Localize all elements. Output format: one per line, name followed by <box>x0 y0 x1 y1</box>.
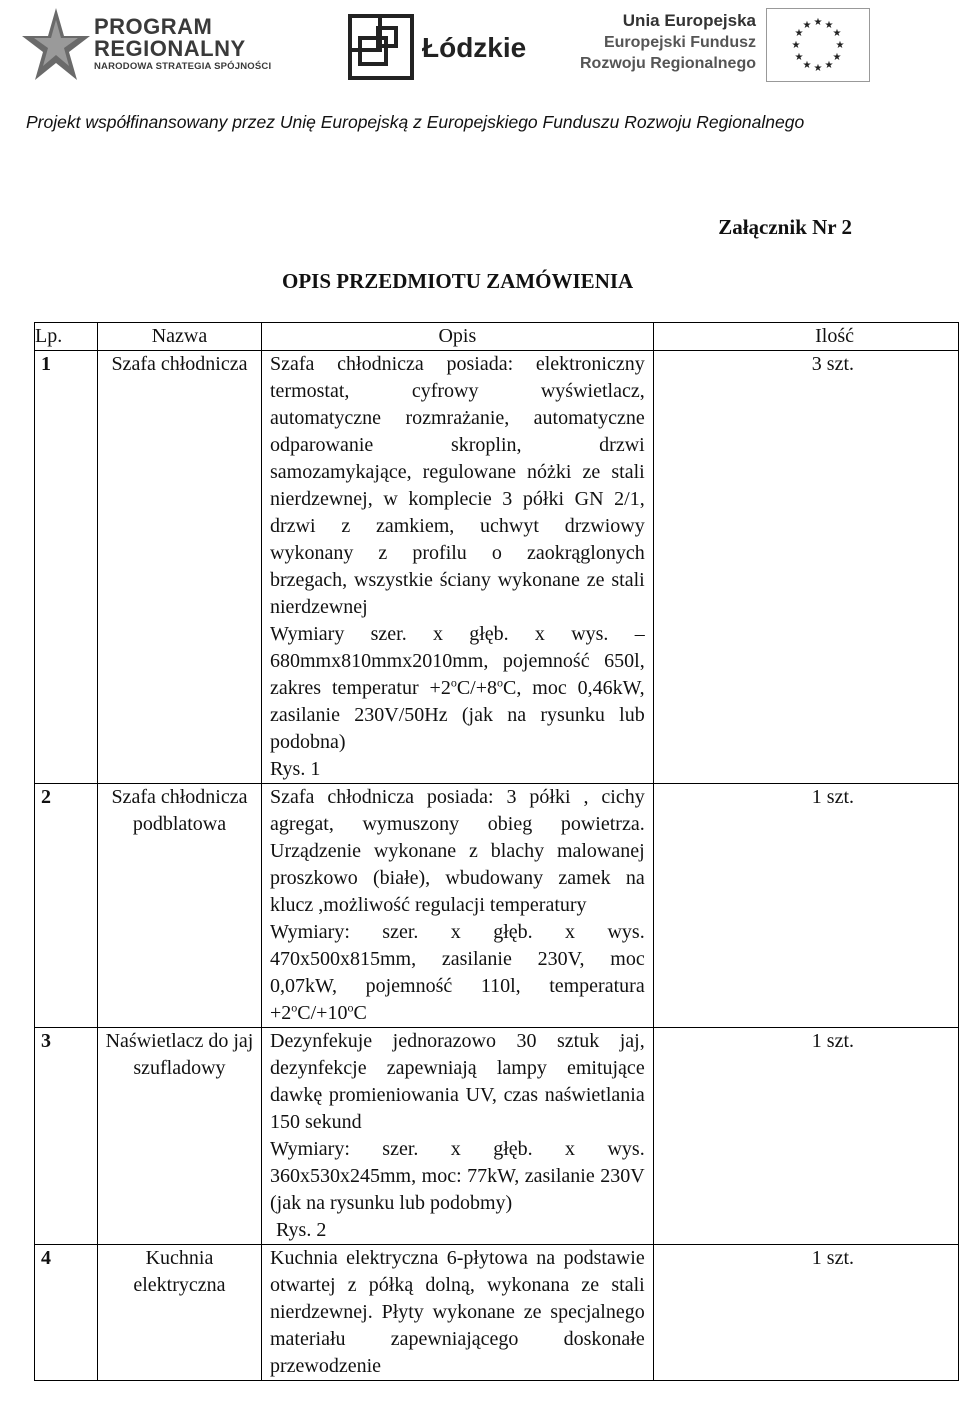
header-name: Nazwa <box>97 323 261 351</box>
svg-text:★: ★ <box>791 40 801 51</box>
spec-part-a: Wymiary szer. x głęb. x wys. – 680mmx810mmx2010mm, pojemność 650l, zakres temperatur +2 <box>270 623 645 699</box>
figure-ref: Rys. 1 <box>270 758 321 780</box>
svg-text:★: ★ <box>835 40 845 51</box>
degree-sup: o <box>291 1000 298 1015</box>
spec-part-b: C/+8 <box>456 677 498 699</box>
svg-text:★: ★ <box>813 63 823 74</box>
row-lp: 1 <box>35 351 98 784</box>
row-qty: 3 szt. <box>653 351 958 784</box>
degree-sup: o <box>497 675 504 690</box>
eu-logo <box>576 6 956 86</box>
annex-label: Załącznik Nr 2 <box>718 215 852 239</box>
table-row <box>35 784 959 1028</box>
row-desc-specs <box>270 919 645 1027</box>
row-desc-main: Szafa chłodnicza posiada: 3 półki , cichy agregat, wymuszony obieg powietrza. Urządzenie wykonane z blachy malowanej proszkowo (białe), wbudowany zamek na klucz ,możliwość regulacji temperatury <box>270 786 645 916</box>
eu-line-3: Rozwoju Regionalnego <box>580 55 756 72</box>
table-header-row <box>35 323 959 351</box>
svg-text:★: ★ <box>794 28 804 39</box>
row-name: Szafa chłodnicza <box>97 351 261 784</box>
row-name: Kuchnia elektryczna <box>97 1245 261 1381</box>
lodzkie-mark-icon <box>348 14 414 80</box>
spec-part-b: C/+10 <box>297 1002 348 1024</box>
svg-text:★: ★ <box>824 20 834 31</box>
header-desc: Opis <box>262 323 654 351</box>
row-desc <box>262 1245 654 1381</box>
spec-part-a: Wymiary: szer. x głęb. x wys. 470x500x815mm, zasilanie 230V, moc 0,07kW, pojemność 110l, temperatura +2 <box>270 921 645 1024</box>
logo-line-3: NARODOWA STRATEGIA SPÓJNOŚCI <box>94 61 272 72</box>
cofinancing-note: Projekt współfinansowany przez Unię Europejską z Europejskiego Funduszu Rozwoju Regionalnego <box>26 112 805 132</box>
row-qty: 1 szt. <box>653 1028 958 1245</box>
row-desc-main: Kuchnia elektryczna 6-płytowa na podstawie otwartej z półką dolną, wykonana ze stali nierdzewnej. Płyty wykonane ze specjalnego materiału zapewniającego doskonałe przewodzenie <box>270 1247 645 1377</box>
degree-sup: o <box>347 1000 354 1015</box>
program-regionalny-logo <box>20 6 290 84</box>
row-desc <box>262 1028 654 1245</box>
specification-table <box>34 322 959 1381</box>
figure-ref: Rys. 2 <box>276 1219 327 1241</box>
logo-line-1: PROGRAM <box>94 14 213 39</box>
svg-text:★: ★ <box>832 52 842 63</box>
svg-text:★: ★ <box>802 60 812 71</box>
row-qty: 1 szt. <box>653 784 958 1028</box>
svg-text:★: ★ <box>794 52 804 63</box>
row-desc-specs: Wymiary: szer. x głęb. x wys. 360x530x245mm, moc: 77kW, zasilanie 230V (jak na rysunku lub podobmy) <box>270 1138 645 1214</box>
table-row <box>35 1028 959 1245</box>
row-lp: 3 <box>35 1028 98 1245</box>
row-desc-main: Dezynfekuje jednorazowo 30 sztuk jaj, dezynfekcje zapewniają lampy emitujące dawkę promieniowania UV, czas naświetlania 150 sekund <box>270 1030 645 1133</box>
row-lp: 4 <box>35 1245 98 1381</box>
svg-text:★: ★ <box>802 20 812 31</box>
spec-part-c: C, moc 0,46kW, zasilanie 230V/50Hz (jak na rysunku lub podobna) <box>270 677 645 753</box>
logo-bar <box>0 0 960 90</box>
header-qty: Ilość <box>653 323 958 351</box>
table-row <box>35 1245 959 1381</box>
svg-text:★: ★ <box>832 28 842 39</box>
page-title: OPIS PRZEDMIOTU ZAMÓWIENIA <box>282 269 634 293</box>
star-icon <box>20 6 92 84</box>
eu-line-2: Europejski Fundusz <box>603 34 756 51</box>
eu-line-1: Unia Europejska <box>622 11 756 30</box>
spec-part-c: C <box>353 1002 367 1024</box>
svg-text:★: ★ <box>824 60 834 71</box>
row-desc-main: Szafa chłodnicza posiada: elektroniczny termostat, cyfrowy wyświetlacz, automatyczne rozmrażanie, automatyczne odparowanie skroplin, drzwi samozamykające, regulowane nóżki ze stali nierdzewnej, w komplecie 3 półki GN 2/1, drzwi z zamkiem, uchwyt drzwiowy wykonany z profilu o zaokrąglonych brzegach, wszystkie ściany wykonane ze stali nierdzewnej <box>270 353 645 618</box>
row-qty: 1 szt. <box>653 1245 958 1381</box>
row-desc-specs <box>270 621 645 756</box>
region-name: Łódzkie <box>422 32 527 63</box>
degree-sup: o <box>450 675 457 690</box>
table-row <box>35 351 959 784</box>
row-name: Naświetlacz do jaj szufladowy <box>97 1028 261 1245</box>
svg-text:★: ★ <box>813 17 823 28</box>
row-desc <box>262 351 654 784</box>
header-lp: Lp. <box>35 323 98 351</box>
row-desc <box>262 784 654 1028</box>
logo-line-2: REGIONALNY <box>94 36 246 61</box>
row-lp: 2 <box>35 784 98 1028</box>
eu-flag-icon <box>766 8 870 82</box>
row-name: Szafa chłodnicza podblatowa <box>97 784 261 1028</box>
lodzkie-logo <box>348 14 538 84</box>
